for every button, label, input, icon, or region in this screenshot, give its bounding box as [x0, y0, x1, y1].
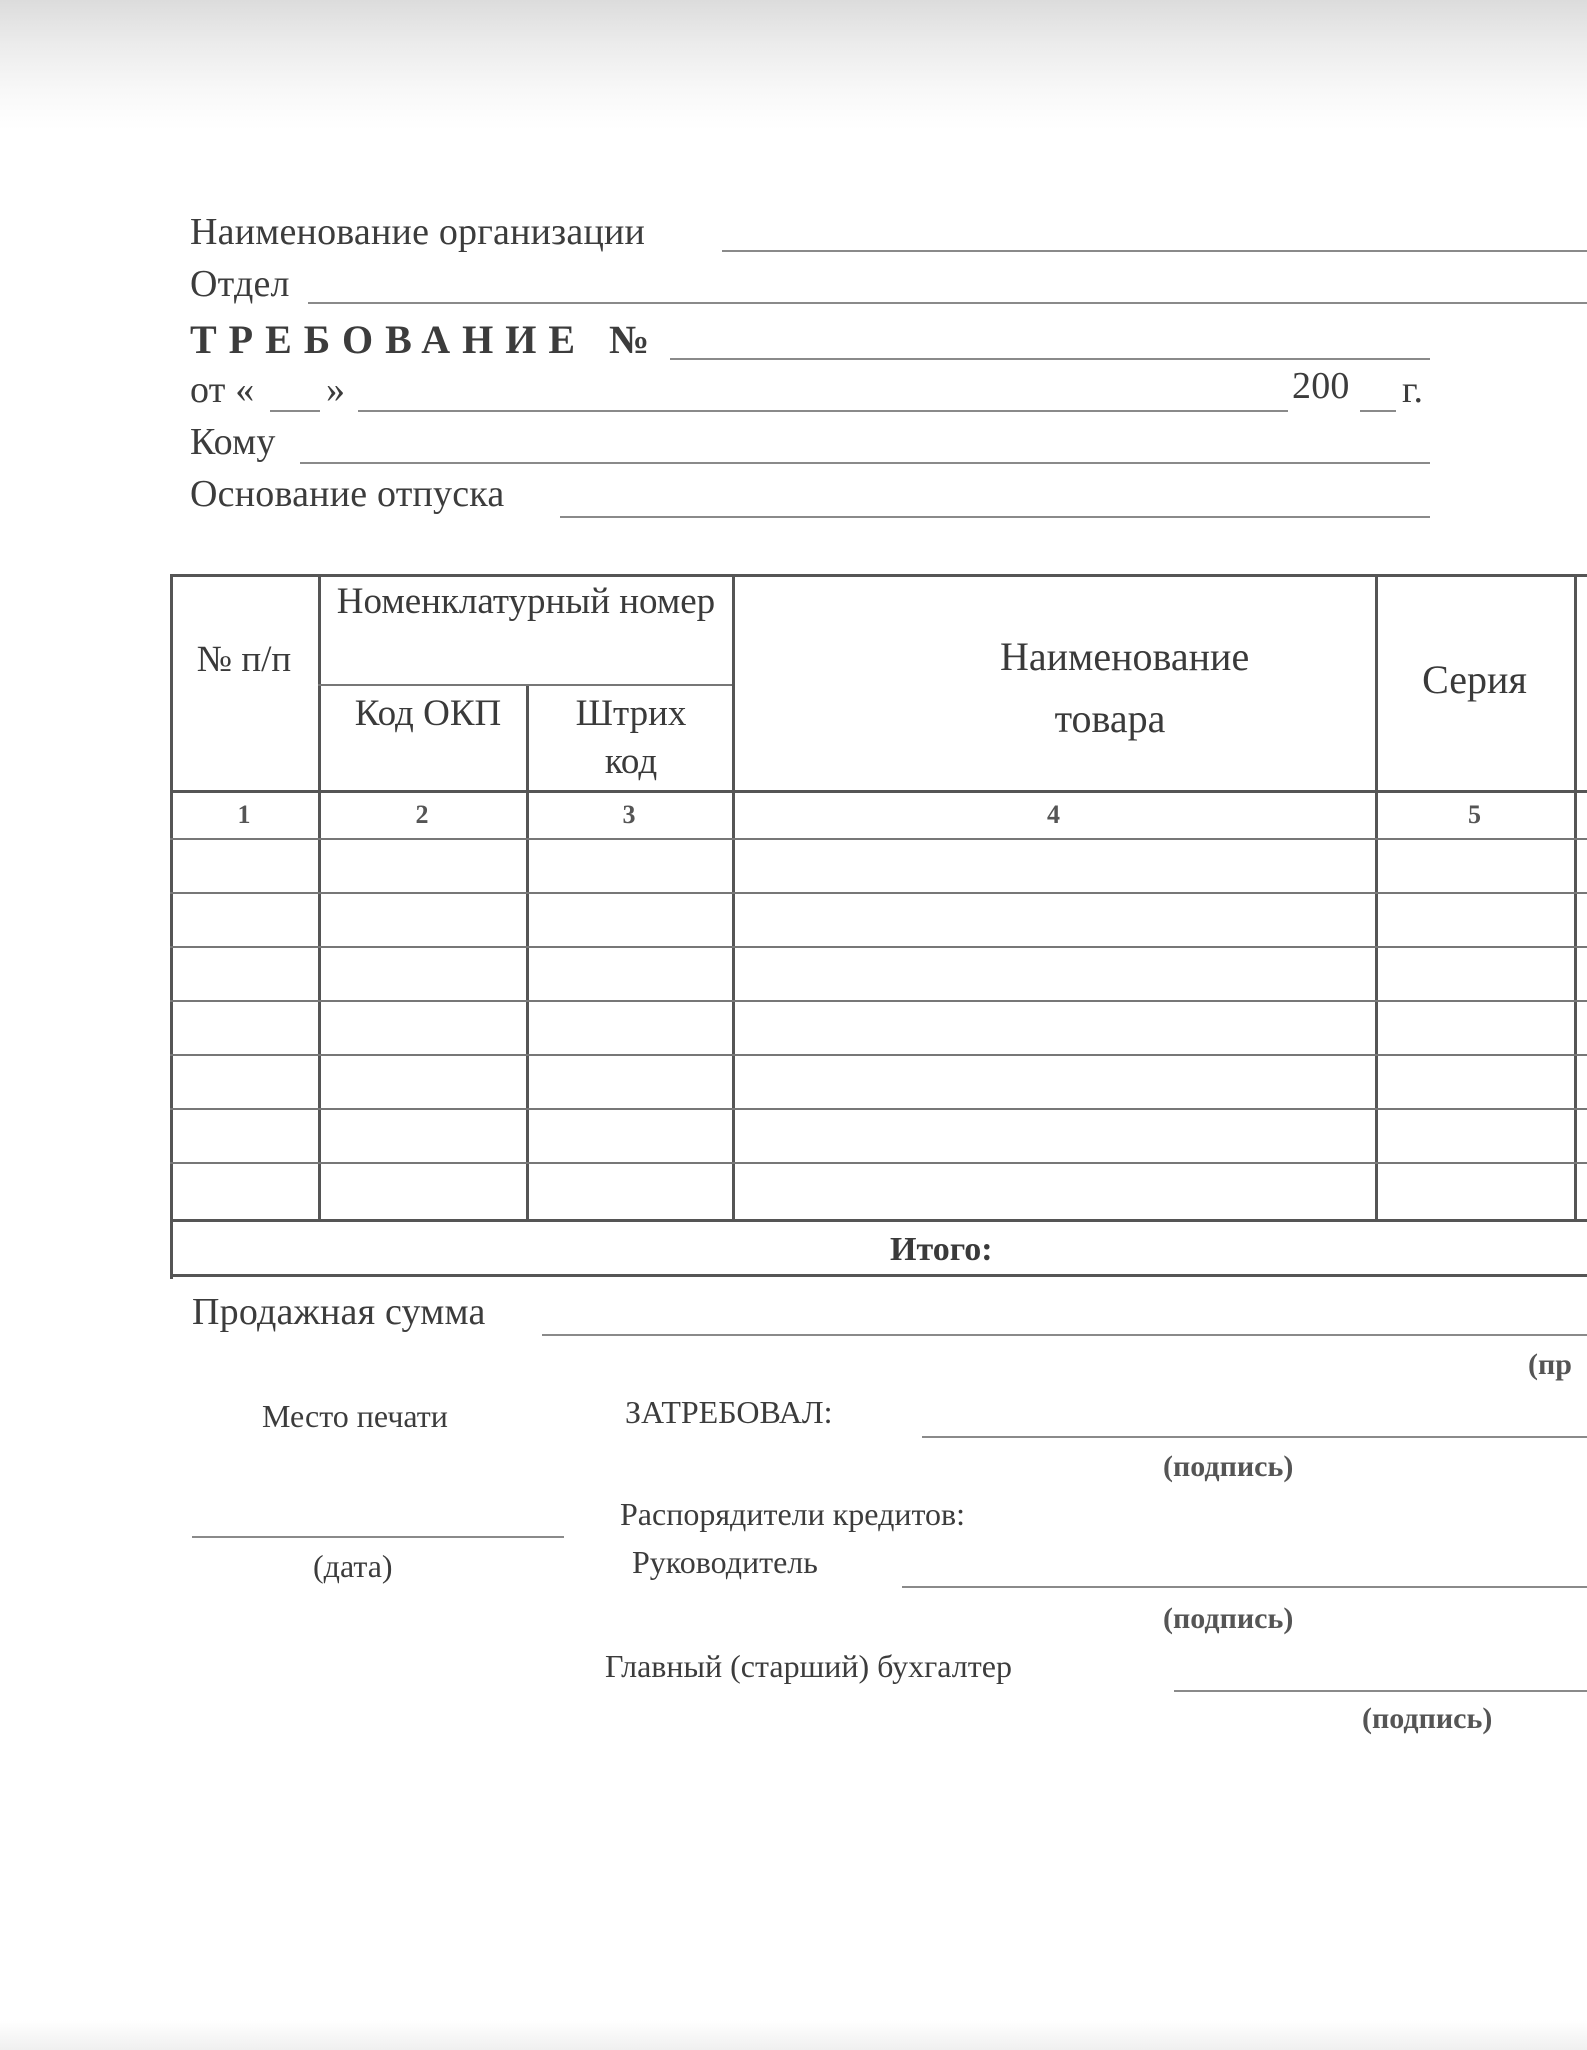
head-signature-hint: (подпись) [1163, 1602, 1294, 1635]
head-signature-field[interactable] [902, 1586, 1587, 1588]
chief-accountant-signature-field[interactable] [1174, 1690, 1587, 1692]
scan-shadow-top [0, 0, 1587, 130]
year-field[interactable] [1360, 410, 1396, 412]
header-bottom-line [170, 790, 1587, 793]
col-header-name: Наименование товара [1000, 634, 1250, 741]
date-day-field[interactable] [270, 410, 320, 412]
col-header-code: Код ОКП [354, 693, 502, 734]
org-label: Наименование организации [190, 211, 646, 253]
row-line [170, 946, 1587, 948]
head-label: Руководитель [632, 1544, 818, 1580]
requested-signature-hint: (подпись) [1163, 1450, 1294, 1483]
dept-label: Отдел [190, 263, 290, 305]
to-field[interactable] [300, 462, 1430, 464]
basis-label: Основание отпуска [190, 473, 505, 515]
col-divider-1 [318, 574, 321, 1222]
col-header-nomenclature: Номенклатурный номер [336, 581, 716, 622]
row-line [170, 1108, 1587, 1110]
sale-sum-field[interactable] [542, 1334, 1587, 1336]
date-close-quote: » [326, 369, 346, 411]
nomenclature-subline [318, 684, 732, 686]
col-divider-3 [732, 574, 735, 1222]
row-line [170, 1054, 1587, 1056]
requested-label: ЗАТРЕБОВАЛ: [625, 1394, 833, 1430]
col-divider-5 [1574, 574, 1577, 1222]
doc-number-field[interactable] [670, 358, 1430, 360]
requested-signature-field[interactable] [922, 1436, 1587, 1438]
col-header-series: Серия [1422, 657, 1527, 702]
table-bottom-border [170, 1274, 1587, 1277]
date-month-field[interactable] [358, 410, 1288, 412]
col-number-3: 3 [622, 800, 636, 829]
credit-managers-label: Распорядители кредитов: [620, 1496, 966, 1532]
date-field[interactable] [192, 1536, 564, 1538]
dept-field[interactable] [308, 302, 1587, 304]
totals-top-line [170, 1219, 1587, 1222]
items-table [170, 574, 1587, 1279]
year-suffix: г. [1402, 369, 1424, 411]
sale-sum-hint: (пр [1528, 1348, 1572, 1381]
row-line [170, 892, 1587, 894]
basis-field[interactable] [560, 516, 1430, 518]
numbers-row-line [170, 838, 1587, 840]
date-from-label: от « [190, 369, 255, 411]
col-number-1: 1 [237, 800, 251, 829]
col-header-barcode: Штрих код [575, 693, 687, 782]
col-divider-2 [526, 684, 529, 1222]
date-hint: (дата) [313, 1548, 393, 1584]
org-field[interactable] [722, 250, 1587, 252]
sale-sum-label: Продажная сумма [192, 1291, 486, 1333]
col-number-2: 2 [415, 800, 429, 829]
to-label: Кому [190, 421, 276, 463]
document-title: ТРЕБОВАНИЕ № [190, 317, 662, 362]
stamp-place: Место печати [262, 1398, 448, 1434]
col-number-5: 5 [1468, 800, 1481, 829]
year-prefix: 200 [1292, 365, 1350, 407]
chief-accountant-signature-hint: (подпись) [1362, 1702, 1493, 1735]
col-header-no: № п/п [196, 639, 292, 680]
total-label: Итого: [890, 1231, 993, 1268]
row-line [170, 1000, 1587, 1002]
col-number-4: 4 [1047, 800, 1060, 829]
row-line [170, 1162, 1587, 1164]
chief-accountant-label: Главный (старший) бухгалтер [605, 1648, 1012, 1684]
